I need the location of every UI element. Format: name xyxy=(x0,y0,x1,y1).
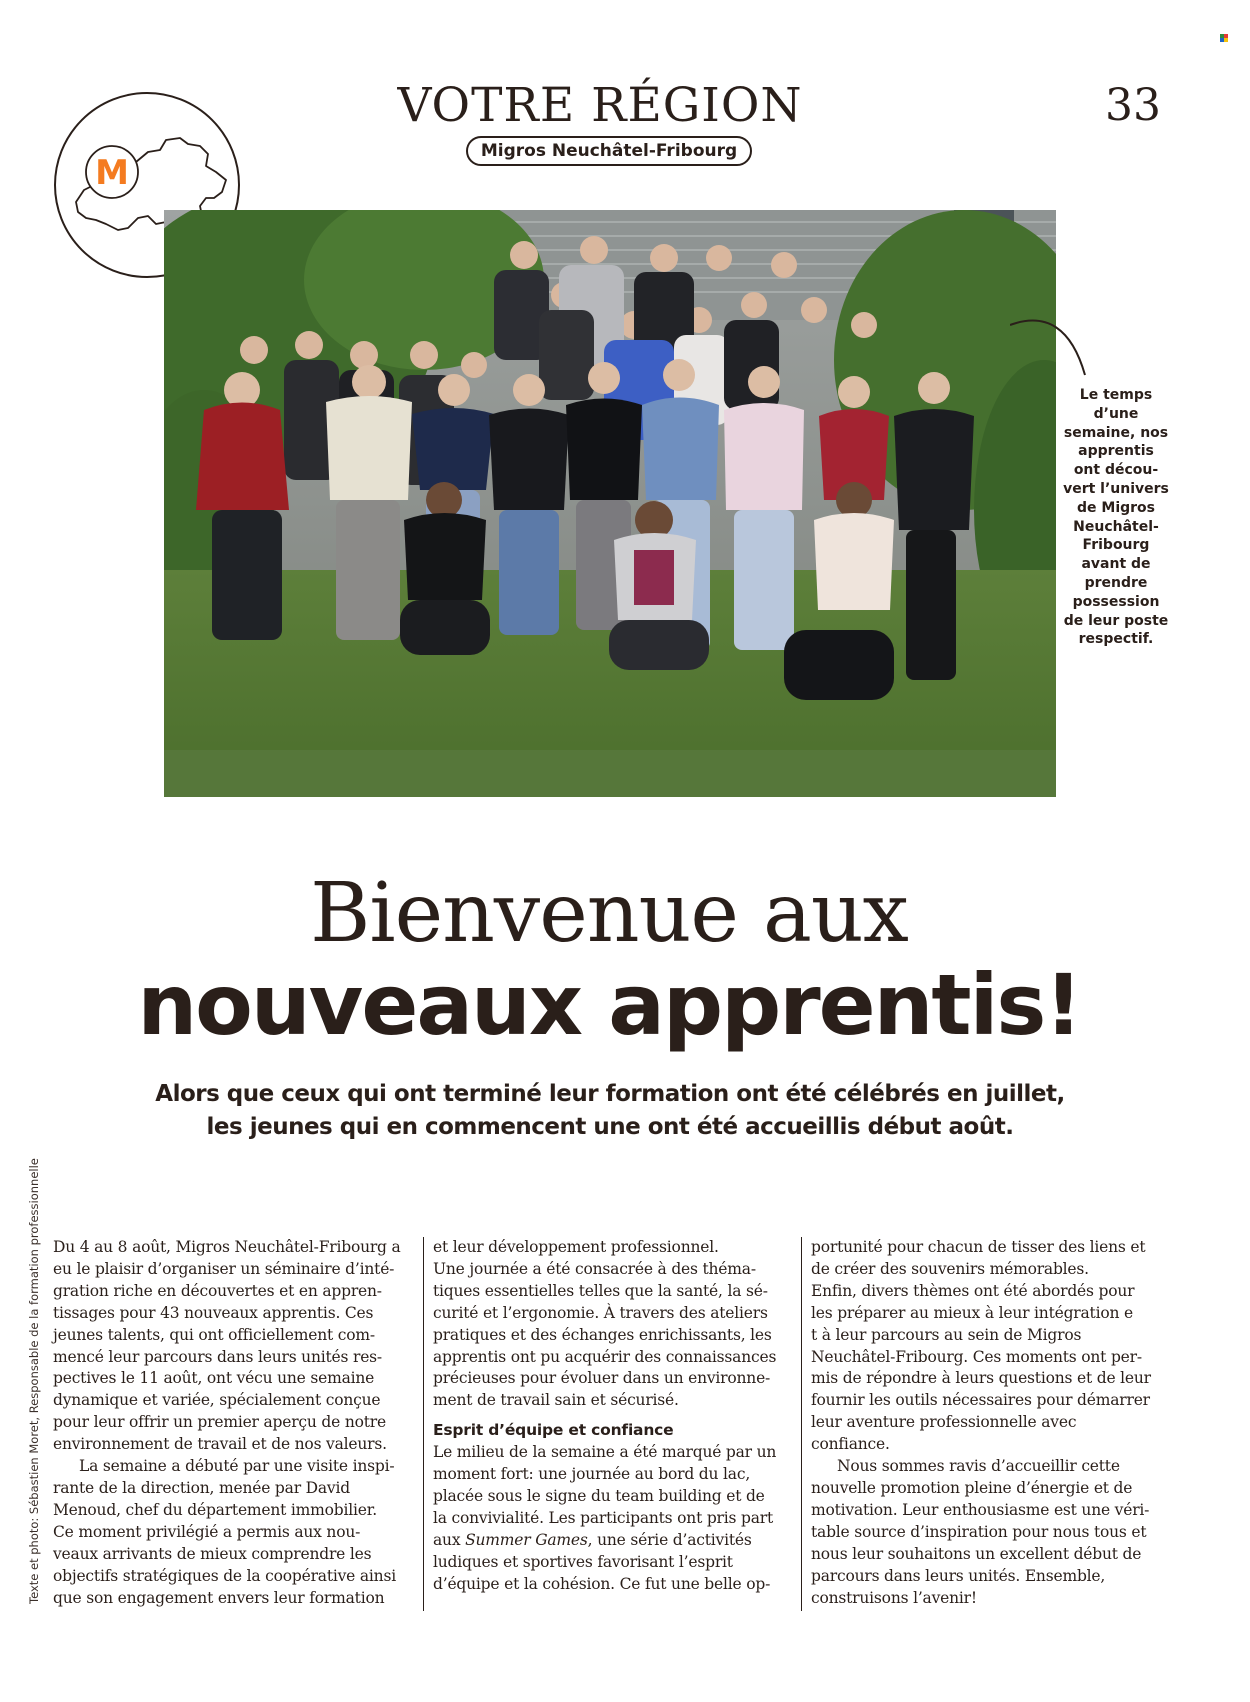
text-line: eu le plaisir d’organiser un séminaire d’inté- xyxy=(53,1259,395,1278)
text-line: les préparer au mieux à leur intégration e xyxy=(811,1303,1133,1322)
text-line: Ce moment privilégié a permis aux nou- xyxy=(53,1522,361,1541)
photo-credit: Texte et photo: Sébastien Moret, Responsable de la formation professionnelle xyxy=(27,1158,41,1604)
page-number: 33 xyxy=(1105,80,1161,131)
caption-line: ont décou- xyxy=(1073,462,1159,479)
article-column-1 xyxy=(53,1237,409,1609)
text-line: ludiques et sportives favorisant l’esprit xyxy=(433,1552,733,1571)
text-line: table source d’inspiration pour nous tous et xyxy=(811,1522,1147,1541)
text-line: tiques essentielles telles que la santé, la sé- xyxy=(433,1281,768,1300)
text-line: nous leur souhaitons un excellent début de xyxy=(811,1544,1142,1563)
text-line: moment fort: une journée au bord du lac, xyxy=(433,1465,751,1484)
section-title: VOTRE RÉGION xyxy=(397,78,803,133)
text-line: de créer des souvenirs mémorables. xyxy=(811,1259,1089,1278)
color-mark xyxy=(1220,34,1230,44)
caption-line: Neuchâtel- xyxy=(1073,518,1159,535)
text-line: curité et l’ergonomie. À travers des ateliers xyxy=(433,1303,768,1322)
caption-line: Fribourg xyxy=(1082,537,1150,554)
caption-line: possession xyxy=(1072,593,1160,610)
text-line: objectifs stratégiques de la coopérative ainsi xyxy=(53,1566,396,1585)
text-line: Enfin, divers thèmes ont été abordés pour xyxy=(811,1281,1135,1300)
caption-line: prendre xyxy=(1084,574,1148,591)
text-line: apprentis ont pu acquérir des connaissances xyxy=(433,1347,777,1366)
text-line: environnement de travail et de nos valeurs. xyxy=(53,1435,387,1454)
text-line: que son engagement envers leur formation xyxy=(53,1588,385,1607)
text-line: gration riche en découvertes et en appren- xyxy=(53,1281,382,1300)
article-column-2 xyxy=(433,1237,789,1596)
article-column-3 xyxy=(811,1237,1167,1609)
caption-line: respectif. xyxy=(1078,631,1154,648)
caption-line: vert l’univers xyxy=(1063,480,1169,497)
text-line: fournir les outils nécessaires pour démarrer xyxy=(811,1391,1150,1410)
text-line: mencé leur parcours dans leurs unités res- xyxy=(53,1347,382,1366)
text-line: leur aventure professionnelle avec xyxy=(811,1413,1077,1432)
migros-logo-letter: M xyxy=(95,153,129,193)
text-line: nouvelle promotion pleine d’énergie et de xyxy=(811,1478,1133,1497)
text-line: d’équipe et la cohésion. Ce fut une belle op- xyxy=(433,1574,771,1593)
photo-caption xyxy=(1060,386,1172,649)
text-line: Menoud, chef du département immobilier. xyxy=(53,1500,378,1519)
text-line: la convivialité. Les participants ont pris part xyxy=(433,1508,774,1527)
text-line: Neuchâtel-Fribourg. Ces moments ont per- xyxy=(811,1347,1142,1366)
text-line: rante de la direction, menée par David xyxy=(53,1478,350,1497)
text-line: confiance. xyxy=(811,1435,890,1454)
headline-main: nouveaux apprentis! xyxy=(137,956,1081,1054)
text-line: dynamique et variée, spécialement conçue xyxy=(53,1391,381,1410)
text-line: construisons l’avenir! xyxy=(811,1588,977,1607)
caption-line: de Migros xyxy=(1077,499,1155,516)
text-line: t à leur parcours au sein de Migros xyxy=(811,1325,1082,1344)
text-line: ment de travail sain et sécurisé. xyxy=(433,1391,679,1410)
text-line: portunité pour chacun de tisser des liens et xyxy=(811,1238,1146,1256)
lead-line: les jeunes qui en commencent une ont été accueillis début août. xyxy=(206,1114,1014,1140)
text-line: pour leur offrir un premier aperçu de notre xyxy=(53,1413,386,1432)
text-line: jeunes talents, qui ont officiellement com- xyxy=(53,1325,375,1344)
caption-line: apprentis xyxy=(1078,443,1154,460)
text-line: précieuses pour évoluer dans un environne- xyxy=(433,1369,771,1388)
text-line: mis de répondre à leurs questions et de leur xyxy=(811,1369,1151,1388)
caption-line: avant de xyxy=(1081,556,1151,573)
text-fragment: , une série d’activités xyxy=(587,1530,752,1549)
caption-line: de leur poste xyxy=(1063,612,1169,629)
text-line: motivation. Leur enthousiasme est une véri- xyxy=(811,1500,1150,1519)
caption-line: Le temps xyxy=(1079,387,1153,403)
text-line: Le milieu de la semaine a été marqué par un xyxy=(433,1443,777,1462)
text-fragment: aux xyxy=(433,1530,466,1549)
headline-top: Bienvenue aux xyxy=(310,866,908,961)
lead-paragraph xyxy=(150,1078,1070,1144)
lead-line: Alors que ceux qui ont terminé leur formation ont été célébrés en juillet, xyxy=(155,1081,1065,1107)
text-line: parcours dans leurs unités. Ensemble, xyxy=(811,1566,1106,1585)
text-line: placée sous le signe du team building et de xyxy=(433,1486,765,1505)
text-line: Nous sommes ravis d’accueillir cette xyxy=(837,1457,1120,1476)
caption-line: semaine, nos xyxy=(1063,424,1169,441)
subheading: Esprit d’équipe et confiance xyxy=(433,1421,674,1440)
caption-line: d’une xyxy=(1093,405,1139,422)
text-line: pectives le 11 août, ont vécu une semaine xyxy=(53,1369,375,1388)
text-line: tissages pour 43 nouveaux apprentis. Ces xyxy=(53,1303,374,1322)
event-name: Summer Games xyxy=(465,1530,588,1549)
text-line: pratiques et des échanges enrichissants, les xyxy=(433,1325,772,1344)
text-line: La semaine a débuté par une visite inspi- xyxy=(79,1457,395,1476)
text-line: veaux arrivants de mieux comprendre les xyxy=(53,1544,372,1563)
text-line xyxy=(433,1530,789,1552)
column-divider xyxy=(801,1237,802,1611)
column-divider xyxy=(423,1237,424,1611)
region-label: Migros Neuchâtel-Fribourg xyxy=(466,136,752,166)
text-line: Du 4 au 8 août, Migros Neuchâtel-Fribourg a xyxy=(53,1238,401,1256)
text-line: et leur développement professionnel. xyxy=(433,1238,719,1256)
caption-pointer-arrow xyxy=(1010,315,1090,395)
text-line: Une journée a été consacrée à des théma- xyxy=(433,1259,756,1278)
group-photo xyxy=(164,210,1056,797)
